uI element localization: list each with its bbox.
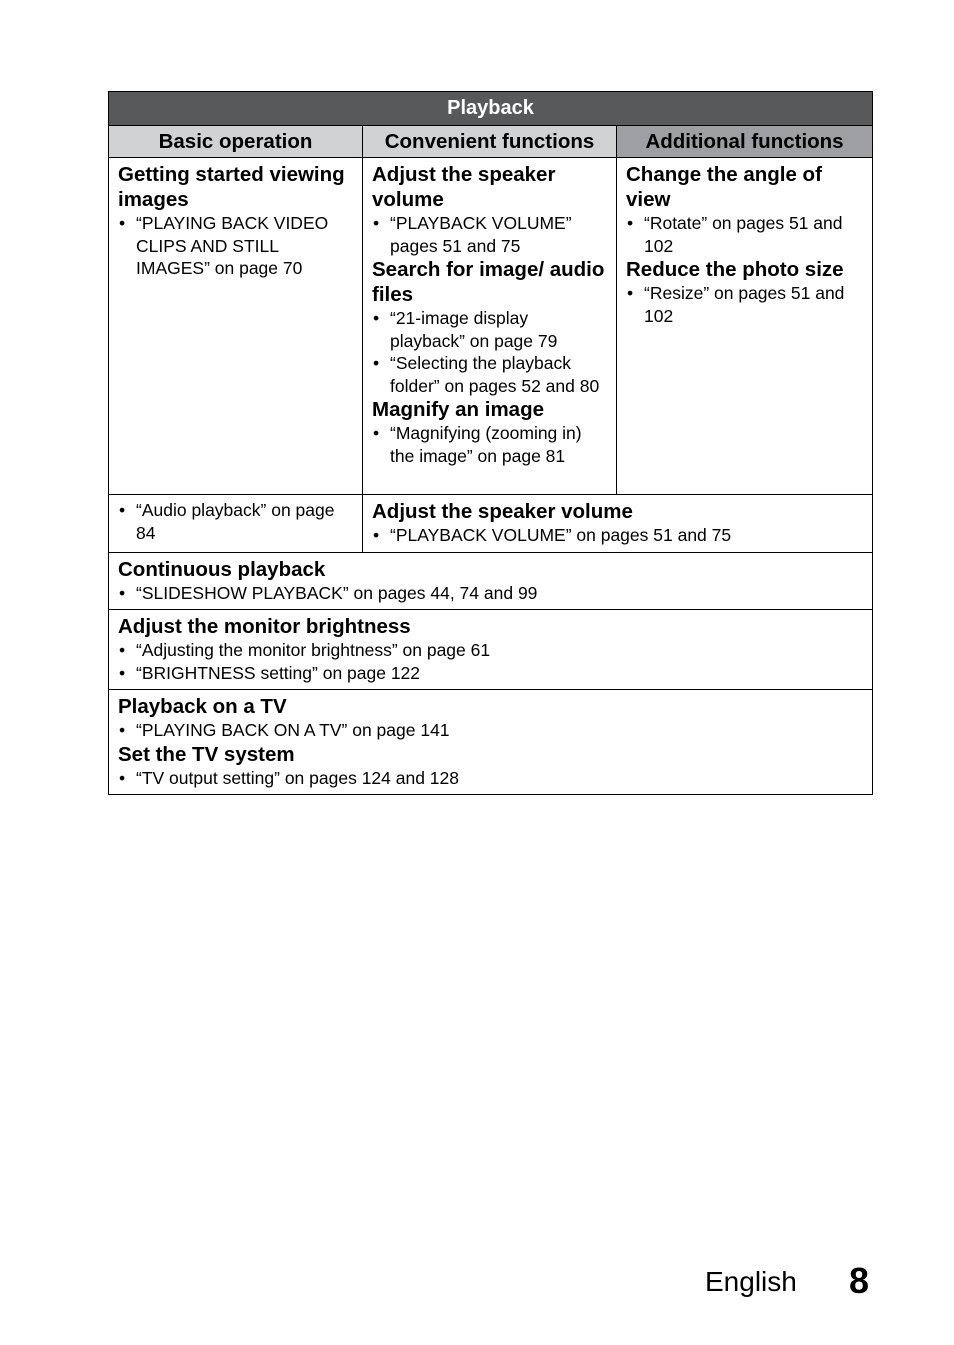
row3-cell (109, 552, 873, 610)
section-heading: Change the angle of view (626, 163, 822, 211)
row2-basic-cell (109, 495, 363, 553)
list-item: • “Rotate” on pages 51 and 102 (626, 212, 863, 257)
list-item: • “Audio playback” on page 84 (118, 499, 353, 544)
column-header-basic: Basic operation (109, 126, 363, 158)
section-heading: Magnify an image (372, 398, 545, 421)
section-heading: Continuous playback (118, 557, 326, 581)
list-item: • “PLAYING BACK VIDEO CLIPS AND STILL IMAGES” on page 70 (118, 212, 353, 280)
list-item: • “Resize” on pages 51 and 102 (626, 282, 863, 327)
page-number: 8 (849, 1260, 870, 1301)
column-header-convenient: Convenient functions (363, 126, 617, 158)
row1-convenient-cell (363, 158, 617, 495)
section-heading: Reduce the photo size (626, 258, 844, 281)
row4-cell (109, 610, 873, 690)
section-heading: Search for image/ audio files (372, 258, 605, 306)
column-header-additional: Additional functions (617, 126, 873, 158)
list-item: • “BRIGHTNESS setting” on page 122 (118, 662, 863, 685)
playback-table (108, 91, 873, 795)
table-row (109, 158, 873, 495)
footer-language: English (705, 1266, 797, 1297)
list-item: • “PLAYBACK VOLUME” on pages 51 and 75 (372, 524, 863, 547)
list-item: • “PLAYING BACK ON A TV” on page 141 (118, 719, 863, 742)
list-item: • “SLIDESHOW PLAYBACK” on pages 44, 74 and 99 (118, 582, 863, 605)
table-row (109, 690, 873, 795)
table-row (109, 610, 873, 690)
row5-cell (109, 690, 873, 795)
section-heading: Getting started viewing images (118, 163, 345, 211)
table-row (109, 552, 873, 610)
section-heading: Adjust the speaker volume (372, 163, 556, 211)
list-item: • “Magnifying (zooming in) the image” on page 81 (372, 422, 607, 467)
section-heading: Playback on a TV (118, 695, 287, 718)
list-item: • “PLAYBACK VOLUME” pages 51 and 75 (372, 212, 607, 257)
row1-additional-cell (617, 158, 873, 495)
section-heading: Adjust the monitor brightness (118, 615, 411, 638)
table-row (109, 495, 873, 553)
table-title: Playback (109, 92, 873, 126)
section-heading: Adjust the speaker volume (372, 500, 633, 523)
row2-convenient-cell (363, 495, 873, 553)
list-item: • “Selecting the playback folder” on pages 52 and 80 (372, 352, 607, 397)
list-item: • “TV output setting” on pages 124 and 128 (118, 767, 863, 790)
list-item: • “21-image display playback” on page 79 (372, 307, 607, 352)
section-heading: Set the TV system (118, 742, 295, 766)
list-item: • “Adjusting the monitor brightness” on page 61 (118, 639, 863, 662)
row1-basic-cell (109, 158, 363, 495)
